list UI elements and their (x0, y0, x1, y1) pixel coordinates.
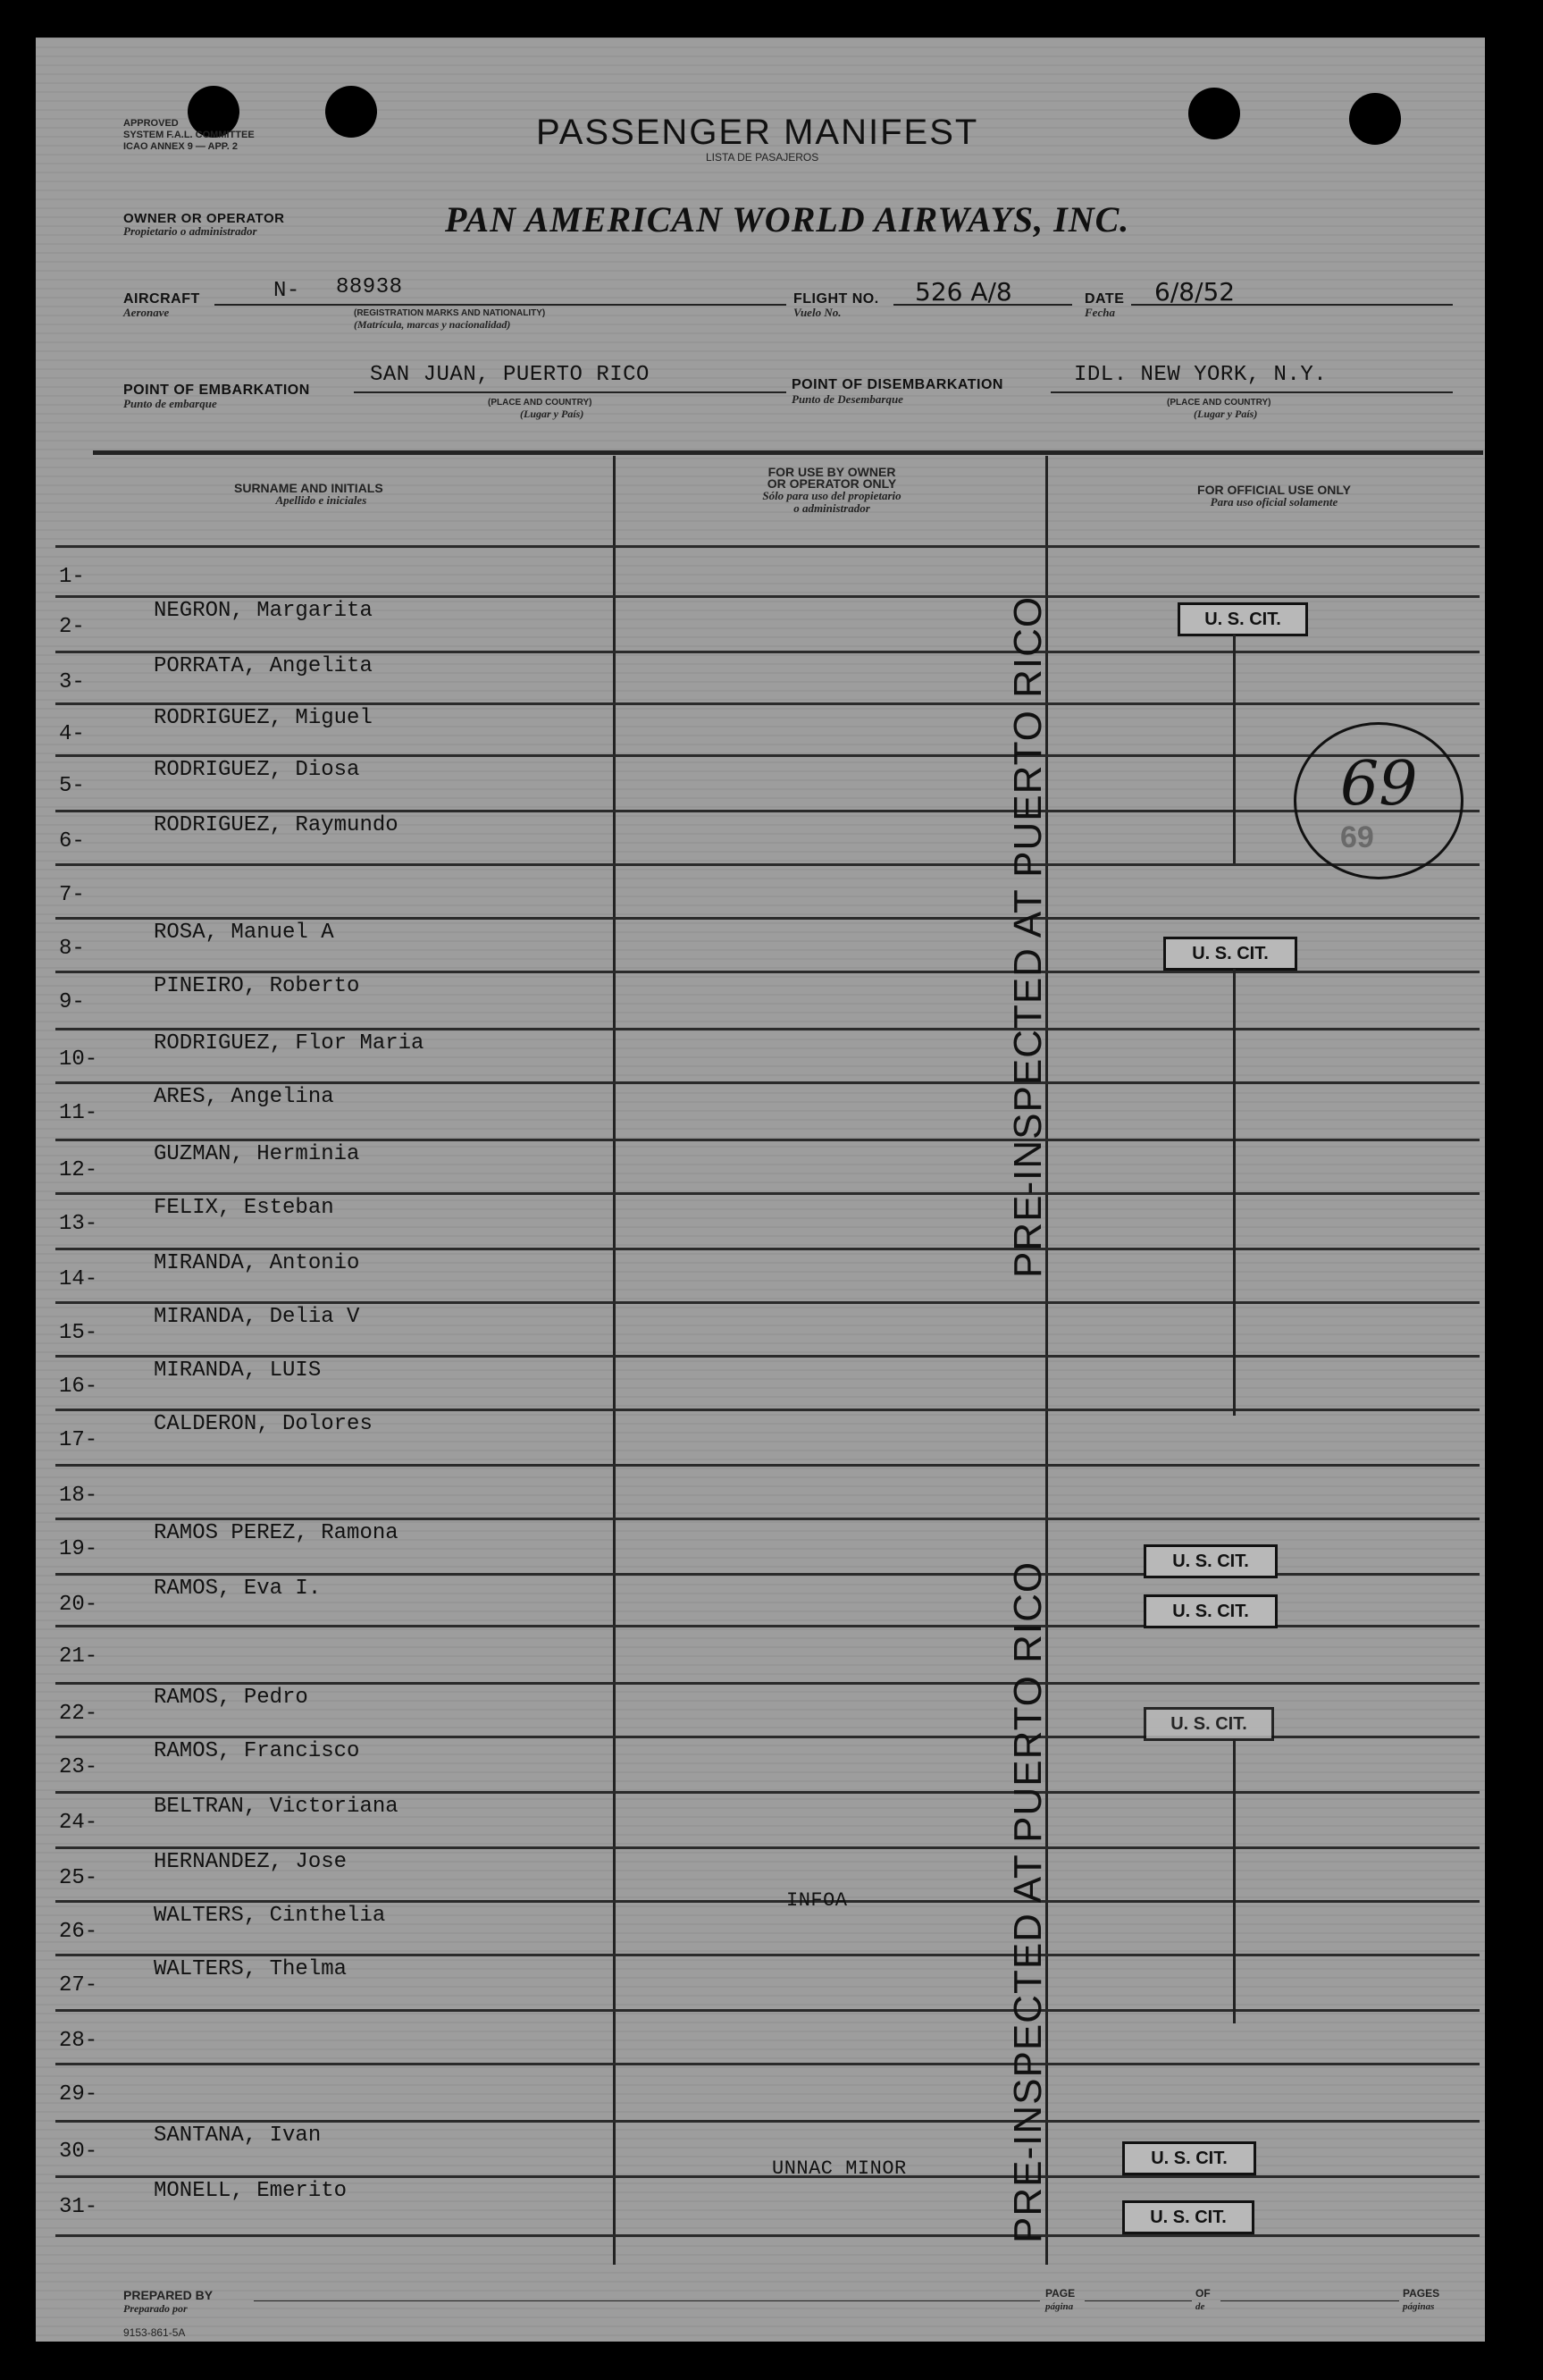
count-stamped: 69 (1340, 820, 1374, 854)
row-number: 16- (59, 1375, 98, 1399)
owner-label: OWNER OR OPERATOR (123, 211, 285, 226)
embarkation-label-es: Punto de embarque (123, 397, 217, 410)
date-value: 6/8/52 (1154, 277, 1236, 307)
row-number: 25- (59, 1866, 98, 1890)
column-header-official: FOR OFFICIAL USE ONLY Para uso oficial solamente (1197, 483, 1351, 509)
passenger-name: MIRANDA, Delia V (154, 1305, 360, 1329)
of-underline (1220, 2300, 1399, 2301)
flight-number: 526 A/8 (915, 277, 1012, 307)
passenger-name: ARES, Angelina (154, 1085, 334, 1109)
row-rule (55, 1409, 1480, 1411)
of-label-es: de (1195, 2301, 1205, 2312)
row-rule (55, 1139, 1480, 1141)
row-rule (55, 1518, 1480, 1520)
punch-hole-right-1 (1188, 88, 1240, 139)
of-label: OF (1195, 2287, 1211, 2300)
prepared-by-underline (254, 2300, 1040, 2301)
punch-hole-right-2 (1349, 93, 1401, 145)
passenger-name: MIRANDA, Antonio (154, 1251, 360, 1275)
row-number: 20- (59, 1593, 98, 1617)
passenger-name: ROSA, Manuel A (154, 921, 334, 945)
count-handwritten: 69 (1340, 749, 1418, 820)
row-rule (55, 917, 1480, 920)
aircraft-registration: 88938 (336, 275, 403, 299)
aircraft-note-es: (Matrícula, marcas y nacionalidad) (354, 318, 511, 331)
row-number: 30- (59, 2140, 98, 2164)
passenger-name: SANTANA, Ivan (154, 2123, 322, 2148)
row-number: 10- (59, 1047, 98, 1072)
flight-label: FLIGHT NO. (793, 291, 879, 307)
page-underline (1085, 2300, 1192, 2301)
form-number: 9153-861-5A (123, 2326, 186, 2339)
row-number: 8- (59, 937, 85, 961)
row-number: 13- (59, 1212, 98, 1236)
row-number: 6- (59, 829, 85, 854)
passenger-name: RODRIGUEZ, Diosa (154, 758, 360, 782)
row-rule (55, 651, 1480, 653)
row-number: 4- (59, 722, 85, 746)
row-rule (55, 754, 1480, 757)
row-number: 27- (59, 1973, 98, 1997)
embarkation-value: SAN JUAN, PUERTO RICO (370, 363, 650, 387)
table-top-rule (93, 450, 1483, 455)
ditto-line-1 (1233, 635, 1236, 863)
passenger-name: WALTERS, Cinthelia (154, 1904, 386, 1928)
us-cit-stamp-1: U. S. CIT. (1178, 602, 1308, 636)
disembarkation-note: (PLACE AND COUNTRY) (1167, 398, 1271, 408)
row-number: 15- (59, 1321, 98, 1345)
row-rule (55, 1954, 1480, 1956)
passenger-name: RAMOS, Pedro (154, 1686, 308, 1710)
passenger-name: MIRANDA, LUIS (154, 1358, 322, 1383)
row-rule (55, 1682, 1480, 1685)
approval-block (123, 118, 255, 153)
row-rule (55, 2009, 1480, 2012)
passenger-name: RODRIGUEZ, Miguel (154, 706, 373, 730)
us-cit-stamp-3: U. S. CIT. (1144, 1544, 1278, 1578)
row-rule (55, 1301, 1480, 1304)
passenger-name: RODRIGUEZ, Raymundo (154, 813, 398, 837)
prepared-by-label-es: Preparado por (123, 2302, 188, 2315)
approval-line-3: ICAO ANNEX 9 — APP. 2 (123, 141, 238, 152)
row-rule (55, 1192, 1480, 1195)
us-cit-stamp-5: U. S. CIT. (1144, 1707, 1274, 1741)
passenger-name: RAMOS, Eva I. (154, 1577, 322, 1601)
us-cit-stamp-2: U. S. CIT. (1163, 937, 1297, 971)
owner-note-unnac-minor: UNNAC MINOR (772, 2157, 907, 2180)
embarkation-note-es: (Lugar y País) (520, 408, 584, 420)
approval-line-2: SYSTEM F.A.L. COMMITTEE (123, 130, 255, 140)
row-number: 1- (59, 565, 85, 589)
row-number: 21- (59, 1644, 98, 1669)
pages-label-es: páginas (1403, 2301, 1435, 2312)
row-number: 23- (59, 1755, 98, 1779)
approval-line-1: APPROVED (123, 118, 179, 129)
page-label-es: página (1045, 2301, 1074, 2312)
row-number: 11- (59, 1101, 98, 1125)
row-rule (55, 2175, 1480, 2178)
ditto-line-3 (1233, 1739, 1236, 2023)
page-subtitle: LISTA DE PASAJEROS (706, 151, 819, 164)
aircraft-label: AIRCRAFT (123, 291, 200, 307)
passenger-name: HERNANDEZ, Jose (154, 1850, 348, 1874)
row-number: 7- (59, 883, 85, 907)
row-rule (55, 1081, 1480, 1084)
row-number: 31- (59, 2195, 98, 2219)
passenger-name: WALTERS, Thelma (154, 1957, 348, 1981)
row-number: 18- (59, 1484, 98, 1508)
aircraft-label-es: Aeronave (123, 306, 170, 319)
page-title: PASSENGER MANIFEST (536, 113, 979, 152)
row-number: 19- (59, 1537, 98, 1561)
prepared-by-label: PREPARED BY (123, 2288, 214, 2302)
disembarkation-value: IDL. NEW YORK, N.Y. (1074, 363, 1328, 387)
column-header-owner: FOR USE BY OWNER OR OPERATOR ONLY Sólo para uso del propietario o administrador (762, 465, 901, 515)
column-header-surname: SURNAME AND INITIALS Apellido e iniciales (234, 481, 383, 507)
passenger-name: RAMOS, Francisco (154, 1739, 360, 1763)
row-number: 26- (59, 1920, 98, 1944)
owner-label-es: Propietario o administrador (123, 224, 257, 238)
owner-note-infoa: INFOA (786, 1889, 848, 1912)
date-label: DATE (1085, 291, 1125, 307)
row-rule (55, 1846, 1480, 1849)
pages-label: PAGES (1403, 2287, 1440, 2300)
row-number: 12- (59, 1158, 98, 1182)
row-number: 28- (59, 2029, 98, 2053)
row-number: 3- (59, 670, 85, 694)
operator-name: PAN AMERICAN WORLD AIRWAYS, INC. (445, 199, 1130, 240)
row-rule (55, 810, 1480, 812)
embarkation-label: POINT OF EMBARKATION (123, 383, 310, 398)
row-rule (55, 702, 1480, 705)
passenger-name: MONELL, Emerito (154, 2179, 348, 2203)
us-cit-stamp-4: U. S. CIT. (1144, 1594, 1278, 1628)
row-rule (55, 2063, 1480, 2065)
us-cit-stamp-7: U. S. CIT. (1122, 2200, 1254, 2234)
embarkation-underline (354, 391, 786, 393)
disembarkation-label-es: Punto de Desembarque (792, 392, 903, 406)
aircraft-underline (214, 304, 786, 306)
row-rule (55, 1791, 1480, 1794)
passenger-name: PORRATA, Angelita (154, 654, 373, 678)
ditto-line-2 (1233, 969, 1236, 1416)
row-rule (55, 971, 1480, 973)
passenger-name: GUZMAN, Herminia (154, 1142, 360, 1166)
passenger-name: CALDERON, Dolores (154, 1412, 373, 1436)
row-number: 2- (59, 615, 85, 639)
aircraft-prefix: N- (273, 279, 300, 303)
row-number: 9- (59, 990, 85, 1014)
table-bottom-rule (55, 2234, 1480, 2237)
preinspected-stamp-upper: PRE-INSPECTED AT PUERTO RICO (1006, 595, 1050, 1278)
row-number: 17- (59, 1428, 98, 1452)
row-rule (55, 2120, 1480, 2123)
row-number: 5- (59, 774, 85, 798)
column-divider-1 (613, 456, 616, 2265)
row-rule (55, 1248, 1480, 1250)
page-label: PAGE (1045, 2287, 1076, 2300)
row-rule (55, 1900, 1480, 1903)
disembarkation-underline (1051, 391, 1453, 393)
date-label-es: Fecha (1085, 306, 1115, 319)
passenger-name: PINEIRO, Roberto (154, 974, 360, 998)
us-cit-stamp-6: U. S. CIT. (1122, 2141, 1256, 2175)
row-rule (55, 595, 1480, 598)
row-number: 29- (59, 2082, 98, 2107)
passenger-name: NEGRON, Margarita (154, 599, 373, 623)
row-number: 22- (59, 1702, 98, 1726)
flight-label-es: Vuelo No. (793, 306, 842, 319)
row-number: 24- (59, 1811, 98, 1835)
row-rule (55, 1355, 1480, 1358)
row-rule (55, 545, 1480, 548)
passenger-name: FELIX, Esteban (154, 1196, 334, 1220)
row-rule (55, 1028, 1480, 1030)
disembarkation-note-es: (Lugar y País) (1194, 408, 1258, 420)
passenger-name: RAMOS PEREZ, Ramona (154, 1521, 398, 1545)
row-rule (55, 1464, 1480, 1467)
row-number: 14- (59, 1267, 98, 1291)
punch-hole-left-2 (325, 86, 377, 138)
passenger-name: BELTRAN, Victoriana (154, 1795, 398, 1819)
embarkation-note: (PLACE AND COUNTRY) (488, 398, 592, 408)
passenger-name: RODRIGUEZ, Flor Maria (154, 1031, 424, 1055)
aircraft-note: (REGISTRATION MARKS AND NATIONALITY) (354, 308, 546, 318)
preinspected-stamp-lower: PRE-INSPECTED AT PUERTO RICO (1006, 1560, 1050, 2243)
disembarkation-label: POINT OF DISEMBARKATION (792, 377, 1003, 392)
row-rule (55, 863, 1480, 866)
